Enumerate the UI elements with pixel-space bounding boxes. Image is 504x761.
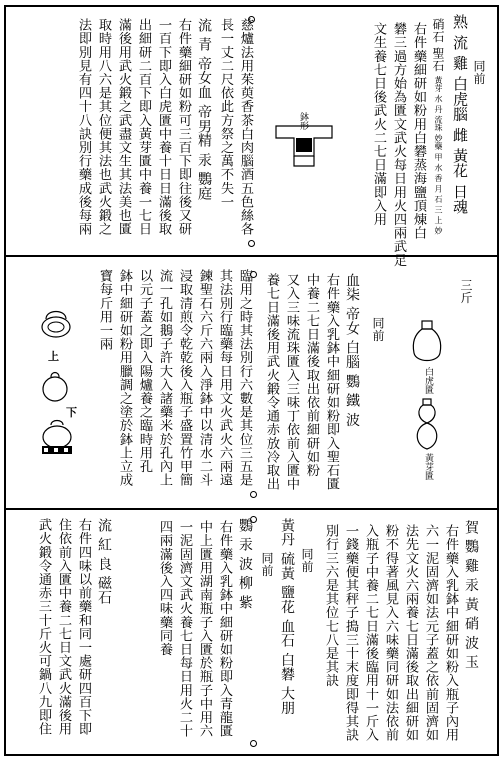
punch-circle-icon (248, 240, 255, 247)
s1-col-12: 滿後用武火鍛之武盡文生其法美也匱 (116, 18, 131, 236)
s2-col-4: 中養二七日滿後取出依前細研如粉 (304, 273, 319, 477)
round-vessel-icon (40, 371, 70, 403)
s1-col-9: 右件藥細研如粉可三百下即往後又研 (176, 18, 191, 236)
s3-col-3: 法先文火六兩養七日滿後取出細研如 (403, 524, 418, 742)
s2-col-12: 以元子蓋之即入陽爐養之臨時用孔 (137, 269, 152, 473)
s2-col-1: 血柒 帝女 白腦 鸚 鐵 波 (344, 273, 360, 427)
figure-caption: 鉢形 (298, 112, 308, 130)
s1-col-14: 法即別見有四十八訣別行藥成後每兩 (76, 18, 91, 236)
s2-col-5: 又入三味流珠匱入三味丁依前入匱中 (284, 273, 299, 491)
s1-col-7: 長一丈二尺依此方祭之萬不失一 (218, 18, 233, 209)
s3-col-8: 別行三六是其位七八是其訣 (323, 524, 338, 688)
punch-circle-icon (250, 491, 257, 498)
s3-col-7: 一錢藥便其秤子搗三十末度即得其訣 (343, 524, 358, 742)
label-down: 下 (66, 406, 77, 419)
s3-col-14: 一泥固濟文武火養七日每日用火二十 (177, 520, 192, 738)
s1-col-0: 熟 流 雞 白虎腦 雌 黃花 日魂 (451, 14, 469, 215)
s1-col-13: 取時用八六是其位便其法也武火鍛之 (96, 18, 111, 236)
label-up: 上 (48, 350, 59, 363)
left-figure-caption: 白虎匱 (423, 367, 433, 394)
s3-col-9: 黃丹 硫黃 鹽花 血石 白礬 大朋 (279, 518, 295, 716)
punch-circle-icon (250, 271, 257, 278)
bowl-vessel-icon (274, 120, 334, 168)
s2-col-2: 同前 (371, 317, 385, 342)
section-2 (6, 259, 497, 506)
s2-col-0: 三斤 (459, 279, 473, 304)
s2-col-3: 右件藥入乳鉢中細研如粉即入聖石匱 (324, 273, 339, 491)
s1-col-2-main: 硝石 聖石 (431, 18, 445, 77)
s3-col-16: 流 紅 良 磁石 (96, 518, 112, 605)
s1-col-4: 礬三過方始為匱文武火每日用火四兩武足 (391, 22, 406, 267)
s3-col-6: 入瓶子中養二七日滿後臨用十一斤入 (363, 524, 378, 742)
s1-col-11: 出細研二百下即入黃芽匱中養一七日 (136, 18, 151, 236)
s3-col-15: 四兩滿後入四味藥同養 (157, 520, 172, 656)
s1-col-2 (430, 18, 446, 235)
s3-col-13: 中上匱用湖南瓶子入匱於瓶子中用六 (197, 520, 212, 738)
s2-col-9: 鍊聖石六斤六兩入淨鉢中以清水二斗 (197, 269, 212, 487)
double-gourd-vessel-icon (412, 399, 442, 451)
s3-col-5: 同前 (300, 548, 314, 573)
punch-circle-icon (250, 516, 257, 523)
gourd-vessel-icon (412, 321, 442, 367)
s2-col-8: 其法別行臨藥每日用文火武火六兩遠 (217, 269, 232, 487)
s1-col-2-annotation: 黃芽 水 丹 流珠 妙藥 甲 水 香 月 石 三 上 妙 (434, 76, 443, 235)
s2-col-10: 浸取清煎令乾乾後入瓶子盛置竹甲簡 (177, 269, 192, 487)
s3-col-1: 右件藥入乳鉢中細研如粉入瓶子內用 (443, 524, 458, 742)
s1-col-8: 流 青 帝女血 帝男精 汞 鸚庭 (196, 18, 212, 201)
s3-col-12: 右件藥入乳鉢中細研如粉即入青龍匱 (217, 520, 232, 738)
s2-col-11: 流一孔如鵝子許大入諸藥米於孔內上 (157, 269, 172, 487)
s3-col-10: 同前 (260, 552, 274, 577)
s2-col-6: 養七日滿後用武火鍛令通赤放冷取出 (264, 273, 279, 491)
s2-col-13: 鉢中細研如粉用臘調之塗於鉢上立成 (117, 269, 132, 487)
s3-col-2: 六一泥固濟如法元子蓋之依前固濟如 (423, 524, 438, 742)
s3-col-11: 鸚 汞 波 柳 紫 (237, 518, 253, 610)
right-figure-caption: 黃芽匱 (423, 453, 433, 480)
s3-col-19: 武火鍛令通赤三十斤火可鍋八九即住 (36, 518, 51, 736)
section-divider-1 (4, 255, 499, 257)
section-1 (6, 8, 497, 267)
s1-col-1: 同前 (472, 60, 486, 85)
s1-col-10: 一百下即入白虎匱中養十日日滿後取 (156, 18, 171, 236)
s3-col-17: 右件四味以前藥和同一處研四百下即 (76, 518, 91, 736)
punch-circle-icon (248, 16, 255, 23)
s1-col-5: 文生養七日後武火二七日滿即入用 (371, 22, 386, 226)
s2-col-7: 臨用之時其法別行六數是其位三五是 (237, 269, 252, 487)
s1-col-6: 慈爐法用茱萸香茶白肉腦酒五色絲各 (238, 18, 253, 236)
footed-vessel-icon (38, 419, 76, 459)
s3-col-4: 粉不得著風見入六味藥同研如法依前 (383, 524, 398, 742)
section-divider-2 (4, 508, 499, 510)
section-3 (6, 512, 497, 754)
s3-col-18: 住依前入匱中養二七日文武火滿後用 (56, 518, 71, 736)
punch-circle-icon (250, 740, 257, 747)
s3-col-0: 賀 鸚 雞 汞 黃 硝 波 玉 (463, 520, 479, 670)
lid-vessel-icon (40, 309, 72, 339)
s2-col-14: 寶每斤用一兩 (97, 269, 112, 351)
s1-col-3: 右件藥細研如粉用白礬蒸海鹽頂煉白 (411, 22, 426, 240)
